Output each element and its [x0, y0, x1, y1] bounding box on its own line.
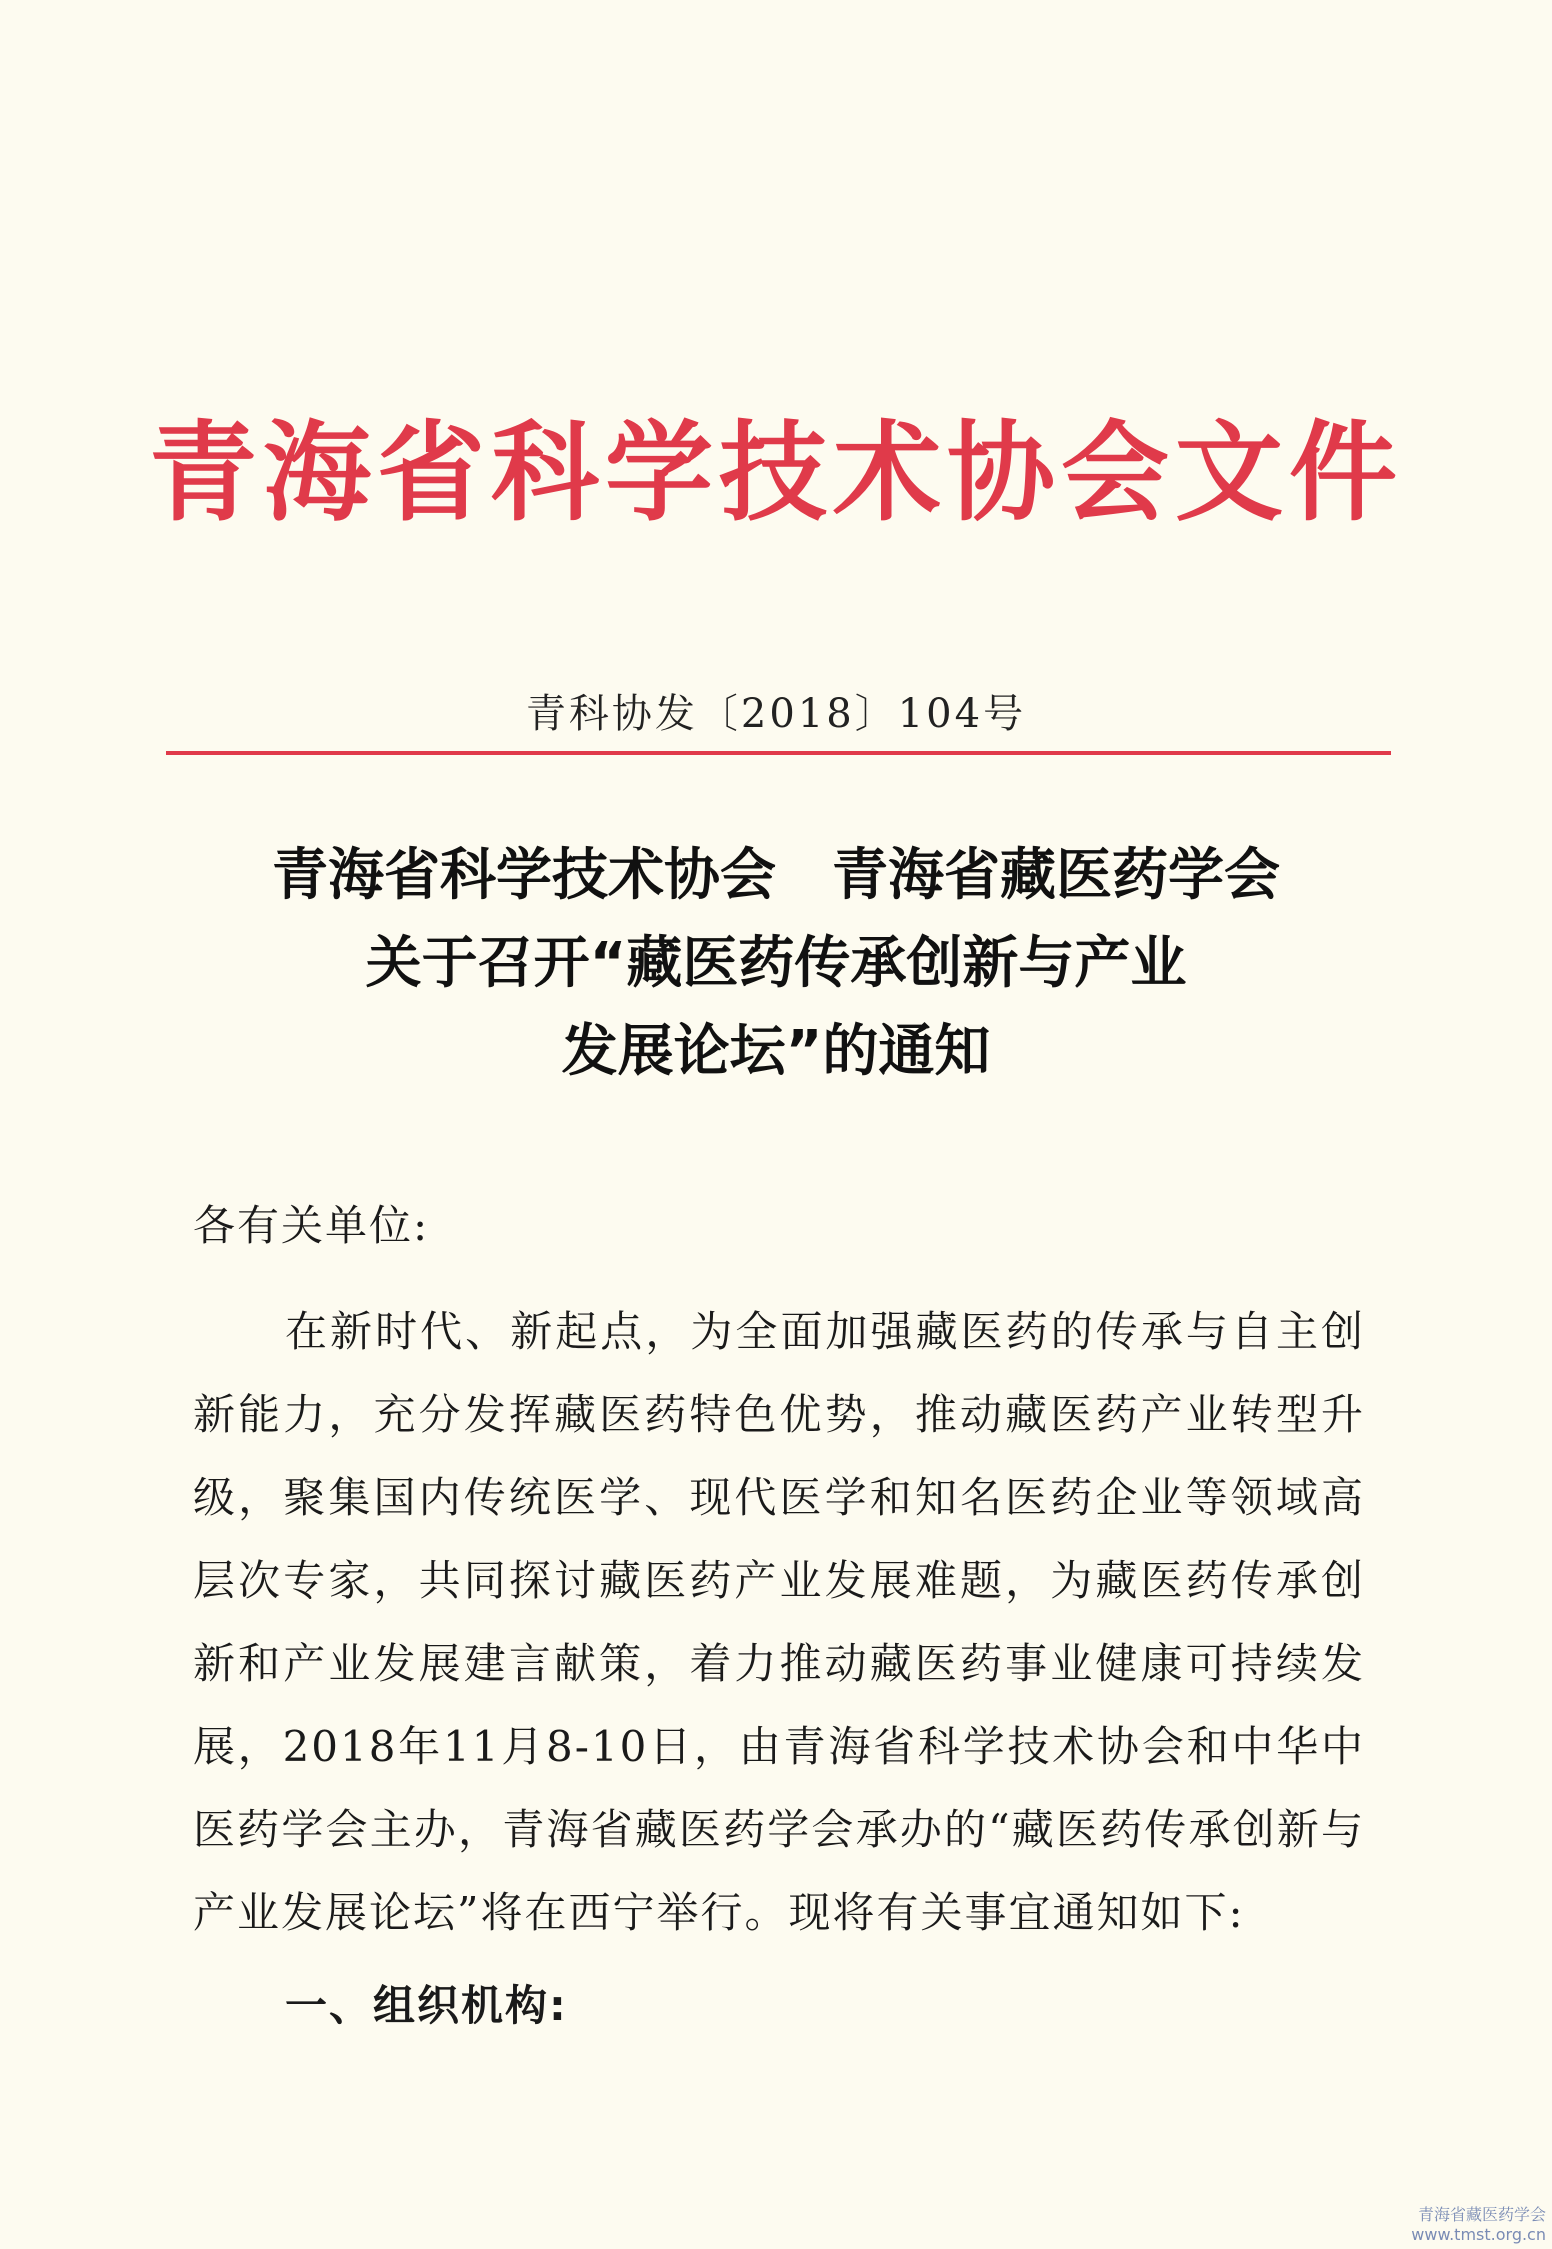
notice-title-line-1: 青海省科学技术协会 青海省藏医药学会	[272, 843, 1280, 908]
watermark	[1411, 2205, 1546, 2245]
section-heading-organization: 一、组织机构:	[285, 1981, 568, 2030]
watermark-url: www.tmst.org.cn	[1411, 2225, 1546, 2244]
notice-title-line-2: 关于召开“藏医药传承创新与产业	[365, 931, 1187, 996]
notice-title-line-3: 发展论坛”的通知	[561, 1019, 991, 1084]
salutation: 各有关单位:	[193, 1201, 430, 1250]
watermark-org-name: 青海省藏医药学会	[1417, 2205, 1546, 2224]
body-paragraph: 在新时代、新起点，为全面加强藏医药的传承与自主创新能力，充分发挥藏医药特色优势，推动藏医药产业转型升级，聚集国内传统医学、现代医学和知名医药企业等领域高层次专家，共同探讨藏医药产业发展难题，为藏医药传承创新和产业发展建言献策，着力推动藏医药事业健康可持续发展，2018年11月8-10日，由青海省科学技术协会和中华中医药学会主办，青海省藏医药学会承办的“藏医药传承创新与产业发展论坛”将在西宁举行。现将有关事宜通知如下:	[193, 1307, 1365, 1937]
document-number: 青科协发〔2018〕104号	[525, 691, 1027, 737]
masthead-title: 青海省科学技术协会文件	[148, 411, 1403, 536]
notice-title	[0, 832, 1552, 1096]
red-divider	[166, 751, 1391, 755]
